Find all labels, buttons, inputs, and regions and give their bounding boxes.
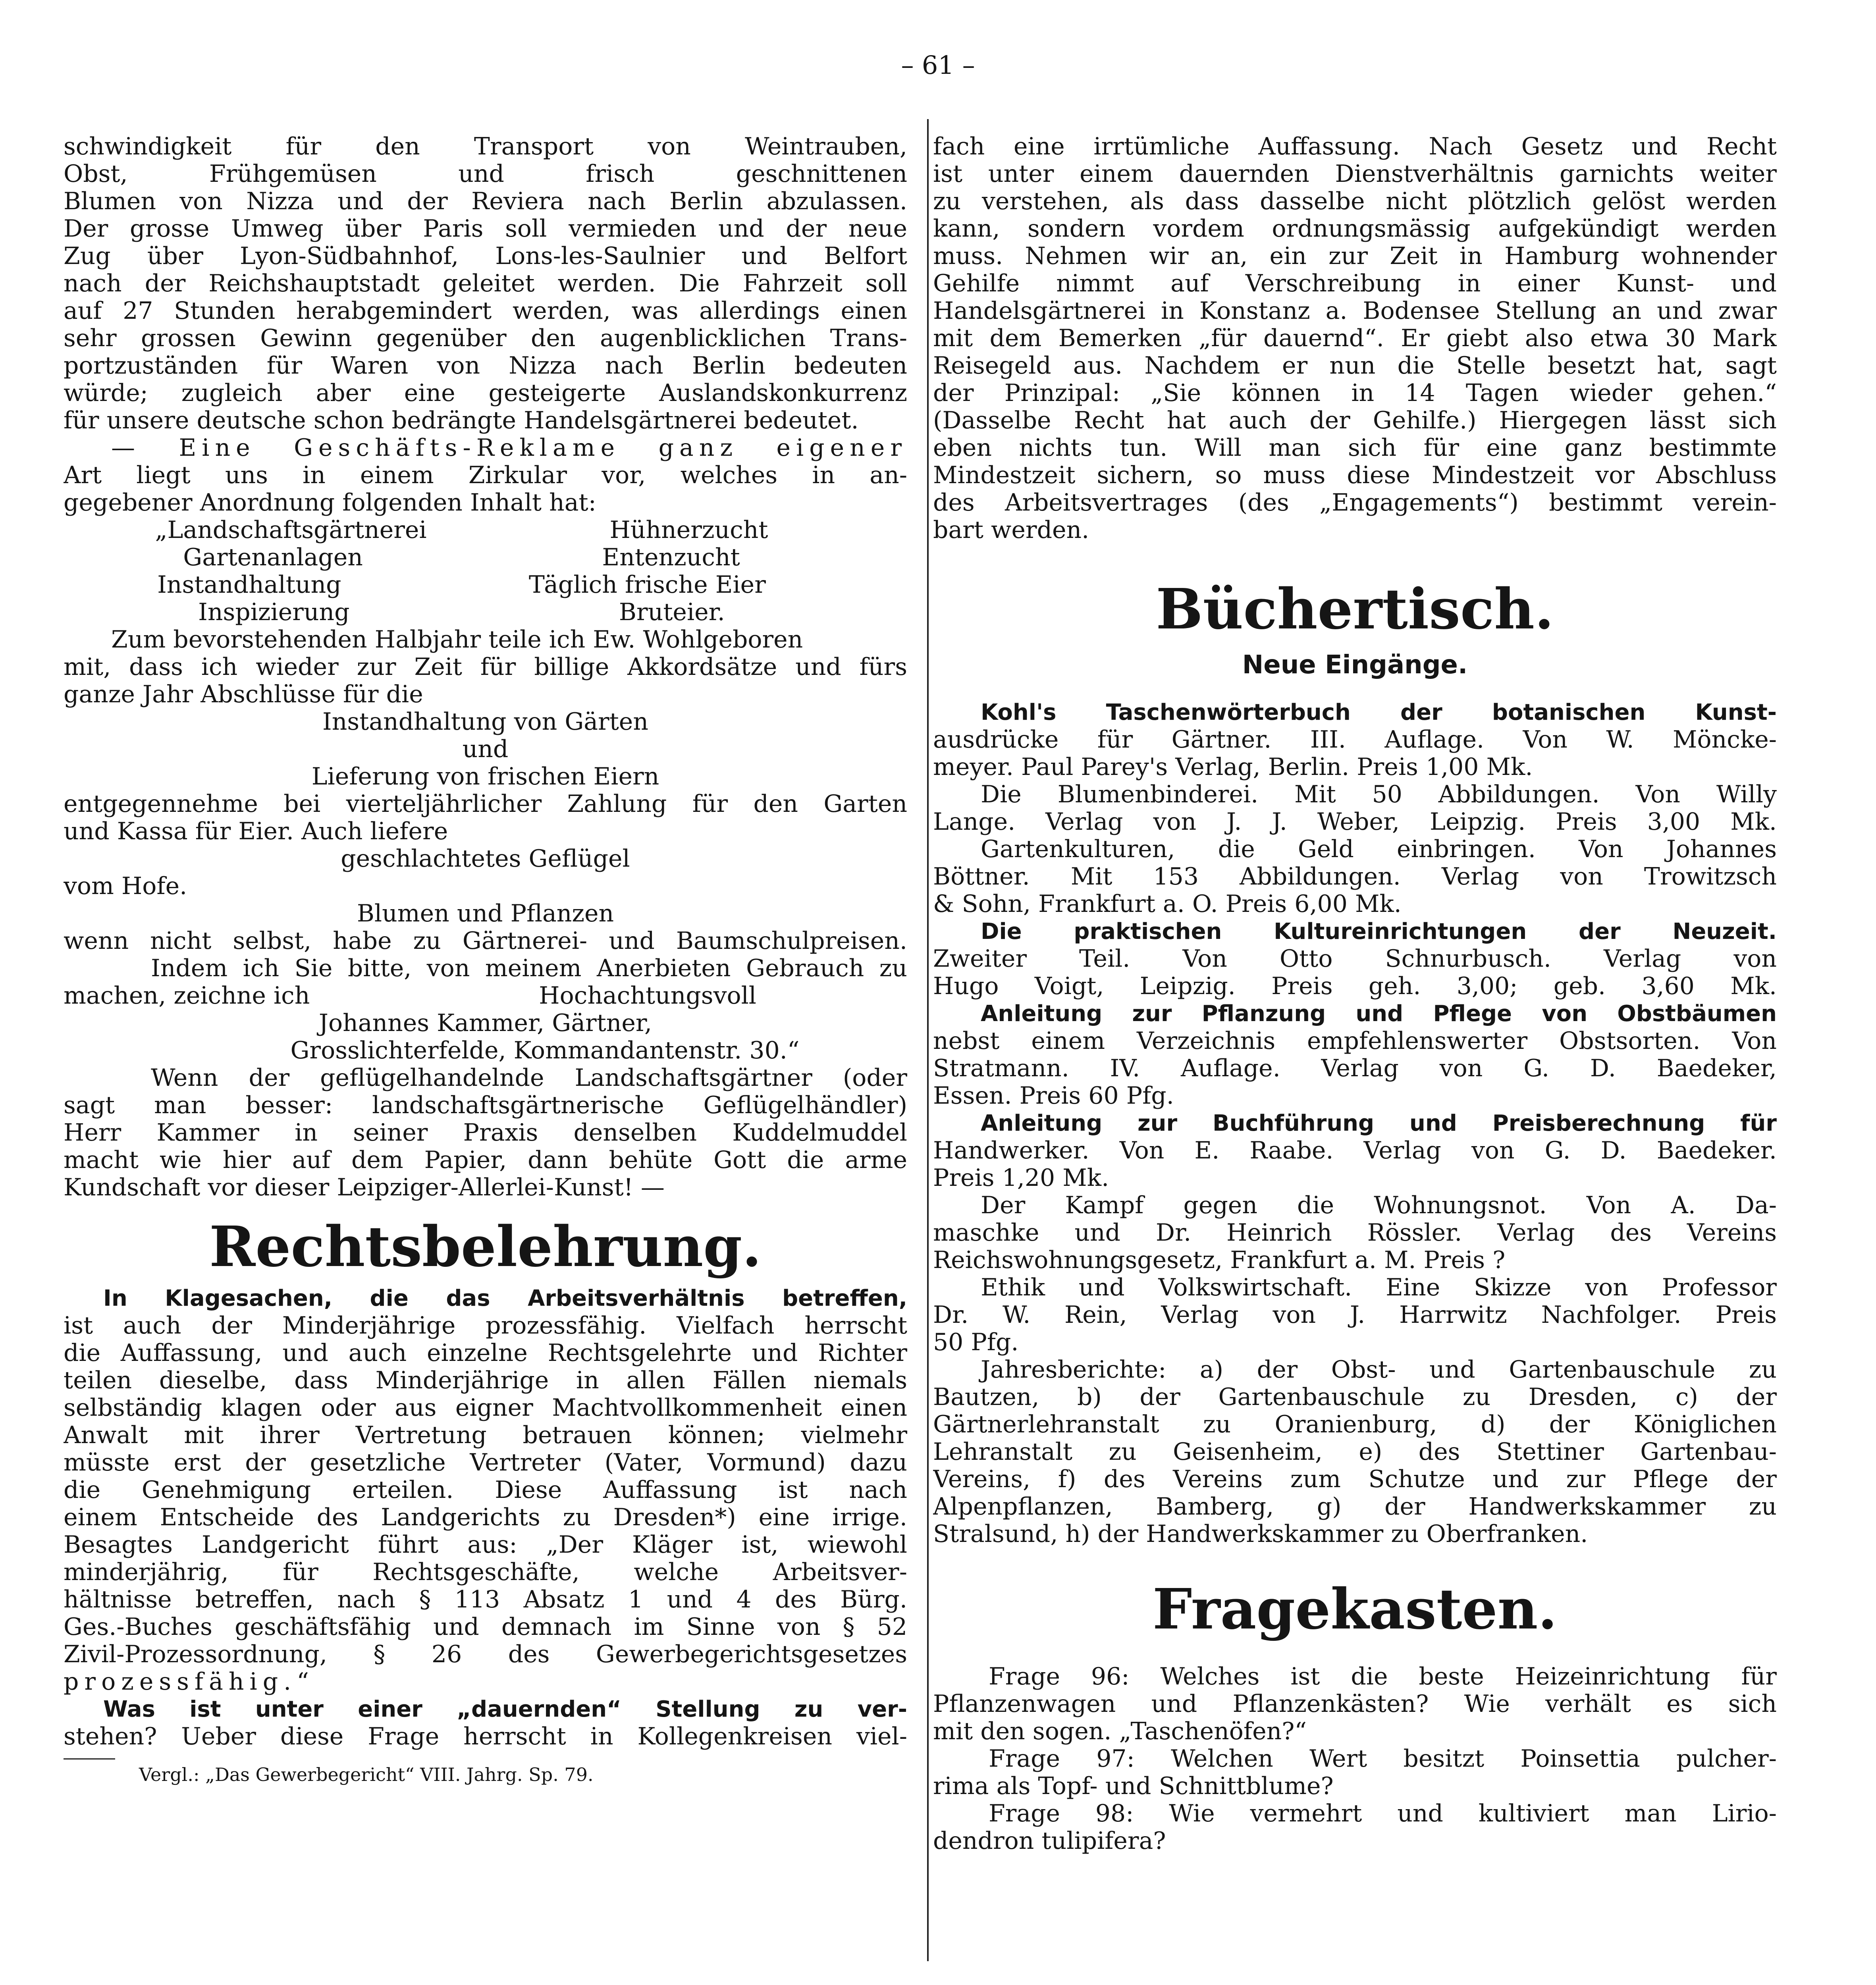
text-line: muss. Nehmen wir an, ein zur Zeit in Hamburg wohnender (933, 242, 1777, 270)
text-line: macht wie hier auf dem Papier, dann behüte Gott die arme (64, 1146, 907, 1174)
text-line: 50 Pfg. (933, 1328, 1019, 1356)
ad-row (64, 599, 907, 626)
text-line: portzuständen für Waren von Nizza nach Berlin bedeuten (64, 352, 907, 380)
text-line: Blumen von Nizza und der Reviera nach Berlin abzulassen. (64, 187, 907, 215)
text-line: Jahresberichte: a) der Obst- und Gartenbauschule zu (981, 1356, 1777, 1384)
text-line: Böttner. Mit 153 Abbildungen. Verlag von Trowitzsch (933, 863, 1777, 890)
text-line: Kundschaft vor dieser Leipziger-Allerlei-Kunst! — (64, 1174, 665, 1201)
ad-cell: Täglich frische Eier (528, 571, 766, 599)
column-divider (927, 119, 929, 1961)
text-line: Gärtnerlehranstalt zu Oranienburg, d) der Königlichen (933, 1411, 1777, 1438)
text-line: gegebener Anordnung folgenden Inhalt hat: (64, 489, 596, 516)
text-line: hältnisse betreffen, nach § 113 Absatz 1 und 4 des Bürg. (64, 1586, 907, 1613)
text-line: der Prinzipal: „Sie können in 14 Tagen wieder gehen.“ (933, 379, 1777, 407)
text-line: auf 27 Stunden herabgemindert werden, was allerdings einen (64, 297, 907, 325)
footnote: Vergl.: „Das Gewerbegericht“ VIII. Jahrg. Sp. 79. (139, 1764, 594, 1785)
text-line: mit dem Bemerken „für dauernd“. Er giebt also etwa 30 Mark (933, 324, 1777, 352)
text-line: maschke und Dr. Heinrich Rössler. Verlag des Vereins (933, 1219, 1777, 1247)
text-line: Die Blumenbinderei. Mit 50 Abbildungen. Von Willy (981, 781, 1777, 808)
text-line: Reisegeld aus. Nachdem er nun die Stelle besetzt hat, sagt (933, 352, 1777, 380)
right-column (933, 133, 1777, 1855)
ad-row (64, 516, 907, 544)
text-line: die Auffassung, und auch einzelne Rechtsgelehrte und Richter (64, 1339, 907, 1367)
text-line: wenn nicht selbst, habe zu Gärtnerei- und Baumschulpreisen. (64, 927, 907, 955)
text-line: rima als Topf- und Schnittblume? (933, 1772, 1334, 1800)
text-line: — Eine Geschäfts-Reklame ganz eigener (111, 434, 907, 462)
text-line: Lange. Verlag von J. J. Weber, Leipzig. Preis 3,00 Mk. (933, 808, 1777, 836)
text-line: Bautzen, b) der Gartenbauschule zu Dresden, c) der (933, 1383, 1777, 1411)
text-line: stehen? Ueber diese Frage herrscht in Kollegenkreisen viel- (64, 1723, 907, 1750)
text-line: Reichswohnungsgesetz, Frankfurt a. M. Preis ? (933, 1246, 1506, 1274)
text-line: die Genehmigung erteilen. Diese Auffassung ist nach (64, 1476, 907, 1504)
text-line: Blumen und Pflanzen (357, 900, 614, 927)
text-line: (Dasselbe Recht hat auch der Gehilfe.) Hiergegen lässt sich (933, 407, 1777, 434)
text-line: zu verstehen, als dass dasselbe nicht plötzlich gelöst werden (933, 187, 1777, 215)
text-line: ganze Jahr Abschlüsse für die (64, 680, 423, 708)
ad-cell: Gartenanlagen (183, 543, 363, 571)
text-line: Preis 1,20 Mk. (933, 1164, 1109, 1192)
text-line: Handwerker. Von E. Raabe. Verlag von G. D. Baedeker. (933, 1137, 1777, 1164)
text-line: selbständig klagen oder aus eigner Machtvollkommenheit einen (64, 1394, 907, 1422)
text-line: Lieferung von frischen Eiern (311, 763, 659, 790)
text-line: des Arbeitsvertrages (des „Engagements“) bestimmt verein- (933, 489, 1777, 516)
text-span: machen, zeichne ich (64, 982, 310, 1010)
ad-row (64, 544, 907, 571)
text-line: kann, sondern vordem ordnungsmässig aufgekündigt werden (933, 215, 1777, 243)
text-line: entgegennehme bei vierteljährlicher Zahlung für den Garten (64, 790, 907, 818)
text-line: Was ist unter einer „dauernden“ Stellung zu ver- (103, 1696, 907, 1722)
text-line: Kohl's Taschenwörterbuch der botanischen Kunst- (981, 700, 1777, 725)
text-line: bart werden. (933, 516, 1089, 544)
text-line: Frage 96: Welches ist die beste Heizeinrichtung für (989, 1663, 1777, 1690)
ad-cell: Hühnerzucht (609, 516, 768, 544)
text-line: Anwalt mit ihrer Vertretung betrauen können; vielmehr (64, 1421, 907, 1449)
text-line: Alpenpflanzen, Bamberg, g) der Handwerkskammer zu (933, 1493, 1777, 1521)
ad-cell: Entenzucht (602, 543, 740, 571)
text-line: mit den sogen. „Taschenöfen?“ (933, 1717, 1307, 1745)
text-line: müsste erst der gesetzliche Vertreter (Vater, Vormund) dazu (64, 1449, 907, 1476)
text-line: Johannes Kammer, Gärtner, (318, 1009, 652, 1037)
text-line: und Kassa für Eier. Auch liefere (64, 817, 448, 845)
text-line: würde; zugleich aber eine gesteigerte Auslandskonkurrenz (64, 379, 907, 407)
text-line: Herr Kammer in seiner Praxis denselben Kuddelmuddel (64, 1119, 907, 1147)
text-line: geschlachtetes Geflügel (341, 845, 630, 873)
text-line (64, 982, 907, 1010)
text-line: Vereins, f) des Vereins zum Schutze und zur Pflege der (933, 1465, 1777, 1493)
text-line: Hugo Voigt, Leipzig. Preis geh. 3,00; geb. 3,60 Mk. (933, 972, 1777, 1000)
ad-row (64, 571, 907, 599)
text-line: Anleitung zur Buchführung und Preisberechnung für (981, 1110, 1777, 1136)
text-line: In Klagesachen, die das Arbeitsverhältnis betreffen, (103, 1285, 907, 1311)
text-line: Art liegt uns in einem Zirkular vor, welches in an- (64, 461, 907, 489)
text-line: & Sohn, Frankfurt a. O. Preis 6,00 Mk. (933, 890, 1402, 918)
text-line: Indem ich Sie bitte, von meinem Anerbieten Gebrauch zu (151, 954, 907, 982)
ad-cell: Inspizierung (198, 598, 350, 626)
text-line: Die praktischen Kultureinrichtungen der Neuzeit. (981, 919, 1777, 944)
text-line: Zug über Lyon-Südbahnhof, Lons-les-Saulnier und Belfort (64, 242, 907, 270)
text-line: meyer. Paul Parey's Verlag, Berlin. Preis 1,00 Mk. (933, 753, 1533, 781)
text-line: Zum bevorstehenden Halbjahr teile ich Ew. Wohlgeboren (111, 626, 803, 653)
text-line: Stralsund, h) der Handwerkskammer zu Oberfranken. (933, 1520, 1588, 1548)
heading-rechtsbelehrung: Rechtsbelehrung. (209, 1214, 762, 1280)
text-line: Zweiter Teil. Von Otto Schnurbusch. Verlag von (933, 945, 1777, 973)
text-line: Grosslichterfelde, Kommandantenstr. 30.“ (290, 1037, 800, 1064)
heading-neue-eingaenge: Neue Eingänge. (1242, 650, 1468, 680)
text-line: Der grosse Umweg über Paris soll vermieden und der neue (64, 215, 907, 243)
text-line: Wenn der geflügelhandelnde Landschaftsgärtner (oder (151, 1064, 907, 1092)
text-span: Hochachtungsvoll (539, 982, 756, 1010)
text-line: nebst einem Verzeichnis empfehlenswerter Obstsorten. Von (933, 1027, 1777, 1055)
text-line: fach eine irrtümliche Auffassung. Nach Gesetz und Recht (933, 133, 1777, 160)
text-line: Anleitung zur Pflanzung und Pflege von Obstbäumen (981, 1001, 1777, 1027)
text-line: Besagtes Landgericht führt aus: „Der Kläger ist, wiewohl (64, 1531, 907, 1559)
text-line: Ges.-Buches geschäftsfähig und demnach im Sinne von § 52 (64, 1613, 907, 1641)
text-line: sehr grossen Gewinn gegenüber den augenblicklichen Trans- (64, 324, 907, 352)
text-line: Der Kampf gegen die Wohnungsnot. Von A. Da- (981, 1191, 1777, 1219)
text-line: eben nichts tun. Will man sich für eine ganz bestimmte (933, 434, 1777, 462)
ad-cell: Bruteier. (619, 598, 725, 626)
text-line: Zivil-Prozessordnung, § 26 des Gewerbegerichtsgesetzes (64, 1640, 907, 1668)
text-line: Mindestzeit sichern, so muss diese Mindestzeit vor Abschluss (933, 461, 1777, 489)
text-line: Lehranstalt zu Geisenheim, e) des Stettiner Gartenbau- (933, 1438, 1777, 1466)
text-line: ist auch der Minderjährige prozessfähig. Vielfach herrscht (64, 1312, 907, 1339)
text-line: Dr. W. Rein, Verlag von J. Harrwitz Nachfolger. Preis (933, 1301, 1777, 1329)
footnote-rule (64, 1758, 115, 1760)
text-line: dendron tulipifera? (933, 1827, 1166, 1855)
text-line: Instandhaltung von Gärten (322, 708, 648, 736)
text-line: Gehilfe nimmt auf Verschreibung in einer Kunst- und (933, 270, 1777, 297)
text-line: Frage 98: Wie vermehrt und kultiviert man Lirio- (989, 1800, 1777, 1827)
text-line: vom Hofe. (64, 872, 187, 900)
text-line: mit, dass ich wieder zur Zeit für billige Akkordsätze und fürs (64, 653, 907, 681)
heading-fragekasten: Fragekasten. (1152, 1577, 1558, 1642)
left-column (64, 133, 907, 1786)
text-line: und (462, 735, 509, 763)
text-line: minderjährig, für Rechtsgeschäfte, welche Arbeitsver- (64, 1558, 907, 1586)
text-line: Essen. Preis 60 Pfg. (933, 1082, 1174, 1110)
text-line: ist unter einem dauernden Dienstverhältnis garnichts weiter (933, 160, 1777, 188)
ad-cell: „Landschaftsgärtnerei (155, 516, 427, 544)
heading-buechertisch: Büchertisch. (1156, 577, 1554, 642)
text-line: teilen dieselbe, dass Minderjährige in allen Fällen niemals (64, 1366, 907, 1394)
text-line: Stratmann. IV. Auflage. Verlag von G. D. Baedeker, (933, 1054, 1777, 1082)
text-line: für unsere deutsche schon bedrängte Handelsgärtnerei bedeutet. (64, 407, 859, 434)
text-line: sagt man besser: landschaftsgärtnerische Geflügelhändler) (64, 1091, 907, 1119)
text-line: ausdrücke für Gärtner. III. Auflage. Von W. Möncke- (933, 726, 1777, 754)
text-line: Obst, Frühgemüsen und frisch geschnittenen (64, 160, 907, 188)
page-number: – 61 – (901, 51, 975, 80)
text-line: Pflanzenwagen und Pflanzenkästen? Wie verhält es sich (933, 1690, 1777, 1718)
text-line: Handelsgärtnerei in Konstanz a. Bodensee Stellung an und zwar (933, 297, 1777, 325)
text-line: prozessfähig.“ (64, 1668, 314, 1696)
text-line: nach der Reichshauptstadt geleitet werden. Die Fahrzeit soll (64, 270, 907, 297)
text-line: schwindigkeit für den Transport von Weintrauben, (64, 133, 907, 160)
text-line: einem Entscheide des Landgerichts zu Dresden*) eine irrige. (64, 1503, 907, 1531)
text-line: Frage 97: Welchen Wert besitzt Poinsettia pulcher- (989, 1745, 1777, 1773)
text-line: Ethik und Volkswirtschaft. Eine Skizze von Professor (981, 1274, 1777, 1301)
text-line: Gartenkulturen, die Geld einbringen. Von Johannes (981, 835, 1777, 863)
ad-cell: Instandhaltung (157, 571, 341, 599)
